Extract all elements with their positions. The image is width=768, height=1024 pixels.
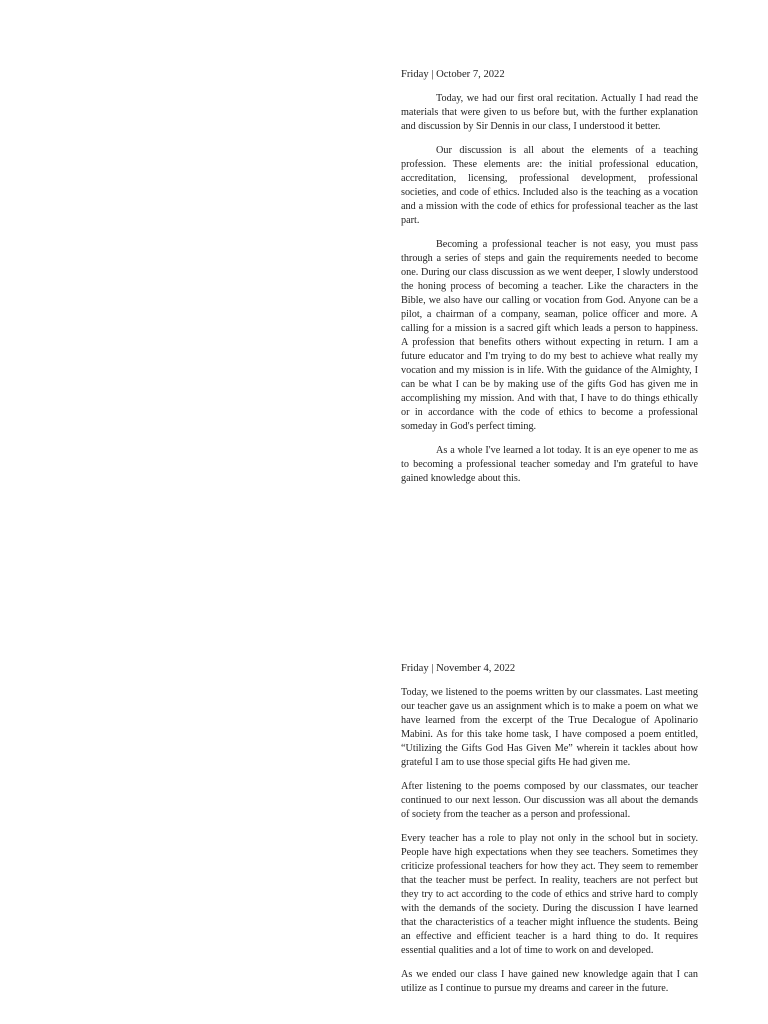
journal-entry-october [401,68,698,496]
entry-date: Friday | October 7, 2022 [401,69,505,80]
entry-paragraph: As a whole I've learned a lot today. It is an eye opener to me as to becoming a professional teacher someday and I'm grateful to have gained knowledge about this. [401,445,698,484]
entry-paragraph: Today, we had our first oral recitation. Actually I had read the materials that were given to us before but, with the further explanation and discussion by Sir Dennis in our class, I understood it better. [401,93,698,132]
entry-paragraph: Our discussion is all about the elements of a teaching profession. These elements are: the initial professional education, accreditation, licensing, professional development, professional societies, and code of ethics. Included also is the teaching as a vocation and a mission with the code of ethics for professional teacher as the last part. [401,145,698,226]
entry-date: Friday | November 4, 2022 [401,663,516,674]
journal-entry-november [401,662,698,1006]
entry-paragraph: As we ended our class I have gained new knowledge again that I can utilize as I continue to pursue my dreams and career in the future. [401,969,698,994]
entry-paragraph: Becoming a professional teacher is not easy, you must pass through a series of steps and gain the requirements needed to become one. During our class discussion as we went deeper, I slowly understood the honing process of becoming a teacher. Like the characters in the Bible, we also have our calling or vocation from God. Anyone can be a pilot, a chairman of a company, seaman, police officer and more. A calling for a mission is a sacred gift which leads a person to happiness. A profession that benefits others without expecting in return. I am a future educator and I'm trying to do my best to achieve what really my vocation and my mission is in life. With the guidance of the Almighty, I can be what I can be by making use of the gifts God has given me in accomplishing my mission. And with that, I have to do things ethically or in accordance with the code of ethics to become a professional someday in God's perfect timing. [401,239,698,432]
entry-paragraph: Today, we listened to the poems written by our classmates. Last meeting our teacher gave us an assignment which is to make a poem on what we have learned from the excerpt of the True Decalogue of Apolinario Mabini. As for this take home task, I have composed a poem entitled, “Utilizing the Gifts God Has Given Me” wherein it tackles about how grateful I am to use those special gifts He had given me. [401,687,698,768]
entry-paragraph: Every teacher has a role to play not only in the school but in society. People have high expectations when they see teachers. Sometimes they criticize professional teachers for how they act. They seem to remember that the teacher must be perfect. In reality, teachers are not perfect but they try to act according to the code of ethics and strive hard to comply with the demands of the society. During the discussion I have learned that the characteristics of a teacher might influence the students. Being an effective and efficient teacher is a hard thing to do. It requires essential qualities and a lot of time to work on and developed. [401,833,698,956]
entry-paragraph: After listening to the poems composed by our classmates, our teacher continued to our next lesson. Our discussion was all about the demands of society from the teacher as a person and professional. [401,781,698,820]
